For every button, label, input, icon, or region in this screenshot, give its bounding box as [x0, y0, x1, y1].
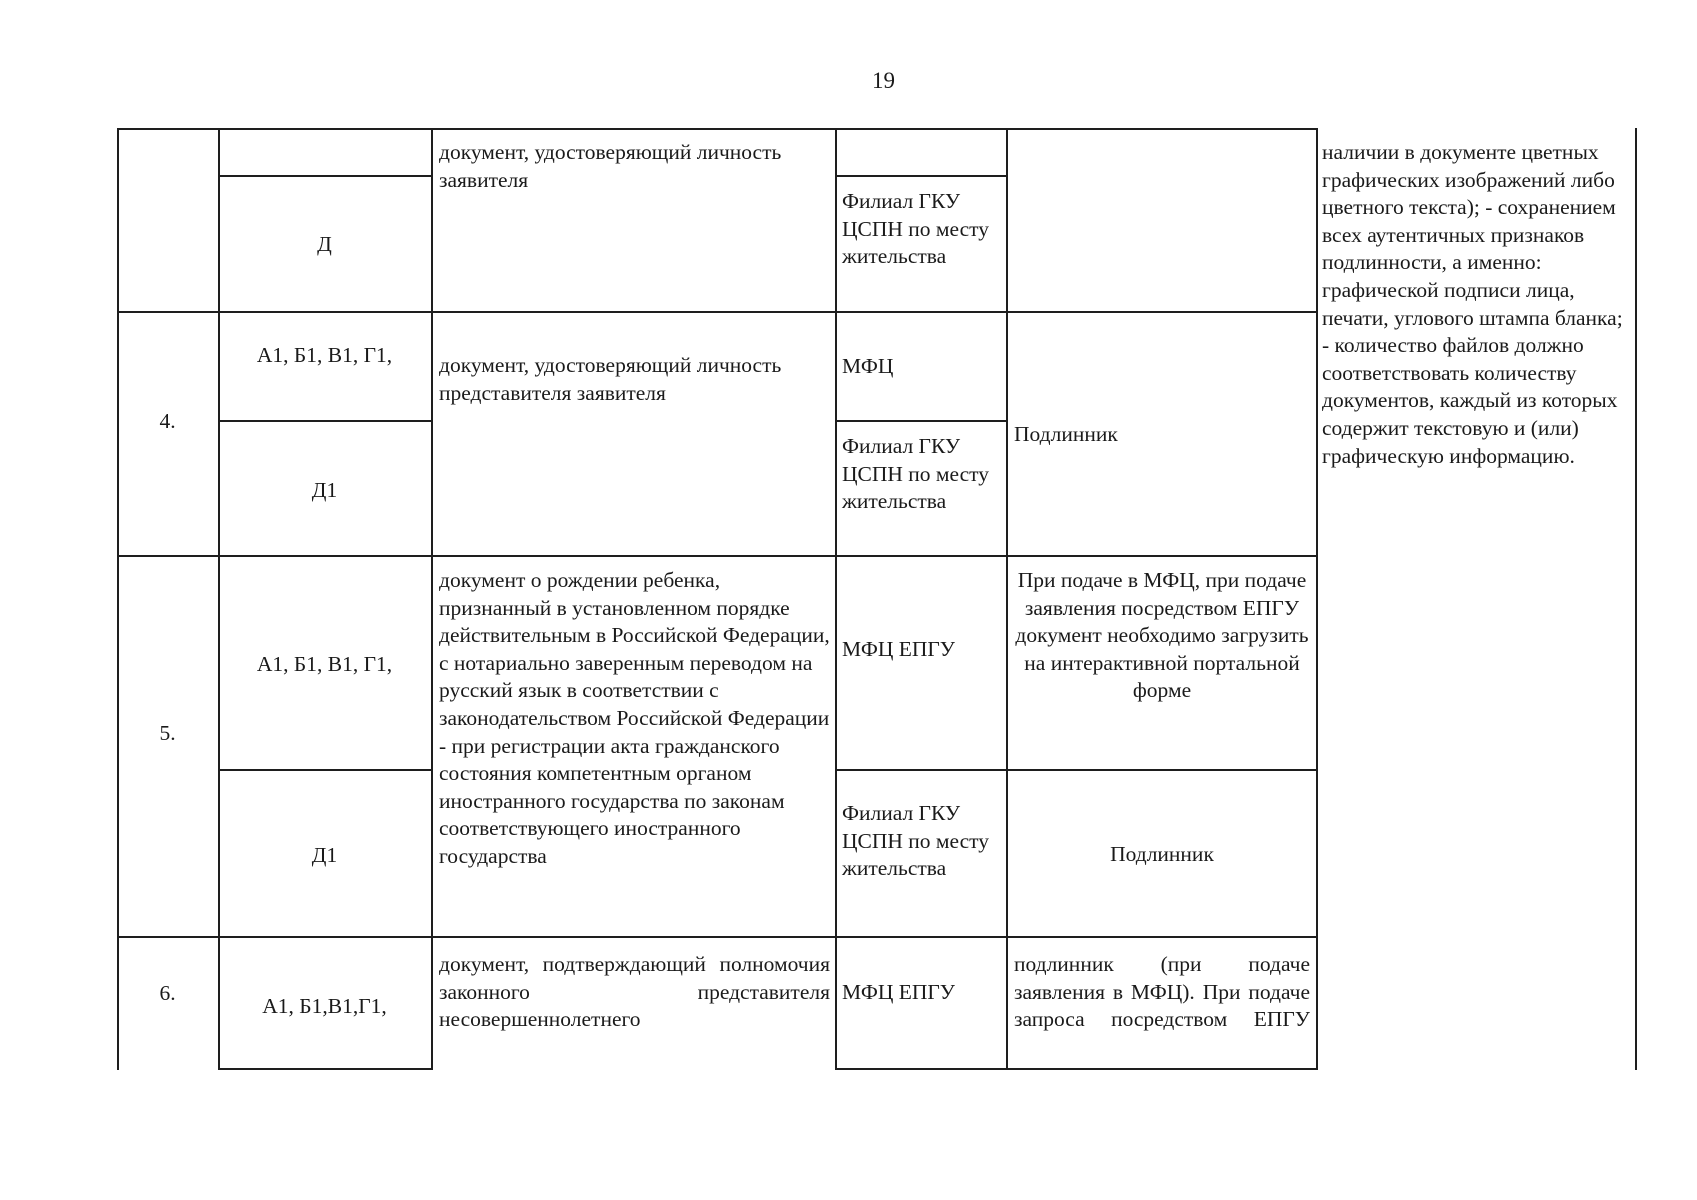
table-rule	[835, 175, 1007, 177]
page-edge-line	[1635, 128, 1637, 1070]
row-number: 4.	[159, 409, 176, 433]
form-cell	[1014, 951, 1310, 1034]
table-rule	[117, 311, 1317, 313]
place-cell: МФЦ ЕПГУ	[842, 637, 956, 661]
row-number: 5.	[159, 721, 176, 745]
table-rule	[218, 769, 432, 771]
category-cell: Д	[317, 232, 332, 256]
document-cell-text: документ, подтверждающий полномочия законного представителя несовершеннолетнего	[439, 952, 830, 1032]
table-rule	[1006, 128, 1008, 1070]
table-rule	[835, 128, 837, 1070]
table-rule	[218, 175, 432, 177]
requirements-note: наличии в документе цветных графических изображений либо цветного текста); - сохранением всех аутентичных признаков подлинности, а именно: графической подписи лица, печати, углового штампа бланка; - количество файлов должно соответствовать количеству документов, каждый из которых содержит текстовую и (или) графическую информацию.	[1322, 140, 1623, 468]
place-cell: МФЦ ЕПГУ	[842, 980, 956, 1004]
place-cell: Филиал ГКУ ЦСПН по месту жительства	[842, 434, 990, 514]
table-rule	[835, 420, 1007, 422]
place-cell: Филиал ГКУ ЦСПН по месту жительства	[842, 801, 990, 881]
table-rule	[117, 936, 1317, 938]
row-number: 6.	[159, 981, 176, 1005]
place-cell: Филиал ГКУ ЦСПН по месту жительства	[842, 189, 990, 269]
table-border-left	[117, 128, 119, 1070]
table-rule	[1316, 128, 1318, 1070]
document-cell	[439, 951, 830, 1034]
table-rule	[218, 420, 432, 422]
table-rule	[117, 555, 1317, 557]
category-cell: А1, Б1,В1,Г1,	[262, 994, 387, 1018]
form-cell: При подаче в МФЦ, при подаче заявления посредством ЕПГУ документ необходимо загрузить на интерактивной портальной форме	[1015, 568, 1309, 703]
table-rule	[835, 1068, 1317, 1070]
place-cell: МФЦ	[842, 354, 894, 378]
form-cell: Подлинник	[1110, 842, 1214, 866]
form-cell: Подлинник	[1014, 422, 1118, 446]
category-cell: А1, Б1, В1, Г1,	[256, 343, 393, 367]
table-rule	[218, 128, 220, 1070]
document-cell: документ о рождении ребенка, признанный в установленном порядке действительным в Российской Федерации, с нотариально заверенным переводом на русский язык в соответствии с законодательством Российской Федерации - при регистрации акта гражданского состояния компетентным органом иностранного государства по законам соответствующего иностранного государства	[439, 568, 830, 868]
category-cell: Д1	[311, 478, 338, 502]
category-cell: А1, Б1, В1, Г1,	[256, 652, 393, 676]
table-rule	[218, 1068, 432, 1070]
document-cell: документ, удостоверяющий личность заявителя	[439, 140, 782, 192]
table-rule	[431, 128, 433, 1070]
document-cell: документ, удостоверяющий личность представителя заявителя	[439, 353, 782, 405]
table-rule	[835, 769, 1317, 771]
category-cell: Д1	[311, 843, 338, 867]
page-number: 19	[872, 68, 895, 93]
form-cell-text: подлинник (при подаче заявления в МФЦ). При подаче запроса посредством ЕПГУ	[1014, 952, 1310, 1032]
table-border-top	[117, 128, 1317, 130]
